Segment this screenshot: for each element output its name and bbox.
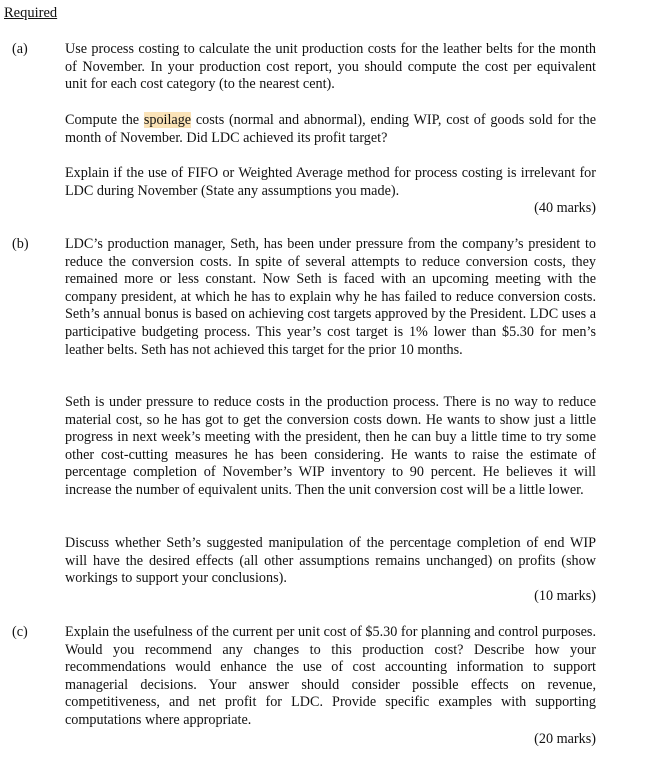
part-a-paragraph-3: Explain if the use of FIFO or Weighted Average method for process costing is irrelevant for LDC during November (State any assumptions you made). <box>65 165 596 199</box>
required-heading: Required <box>4 5 58 21</box>
part-b-label: (b) <box>12 236 29 252</box>
spoilage-highlight: spoilage <box>143 112 192 128</box>
part-b-paragraph-1: LDC’s production manager, Seth, has been under pressure from the company’s president to reduce the conversion costs. In spite of several attempts to reduce conversion costs, they remained more or less constant. Now Seth is faced with an upcoming meeting with the company president, at which he has to explain why he has failed to reduce conversion costs. Seth’s annual bonus is based on achieving cost targets approved by the President. LDC uses a participative budgeting process. This year’s cost target is 1% lower than $5.30 for men’s leather belts. Seth has not achieved this target for the prior 10 months. <box>65 236 596 358</box>
part-a-paragraph-2-start: Compute the <box>65 112 144 128</box>
part-b-marks: (10 marks) <box>534 588 596 604</box>
part-b-paragraph-3: Discuss whether Seth’s suggested manipulation of the percentage completion of end WIP will have the desired effects (all other assumptions remains unchanged) on profits (show workings to support your conclusions). <box>65 535 596 587</box>
part-a-marks: (40 marks) <box>534 200 596 216</box>
part-a-paragraph-2-end: costs (normal and abnormal), ending WIP, cost of goods sold for the month of November. Did LDC achieved its profit target? <box>65 112 596 146</box>
part-c-paragraph-1: Explain the usefulness of the current per unit cost of $5.30 for planning and control purposes. Would you recommend any changes to this production cost? Describe how your recommendations would enhance the use of cost accounting information to support managerial decisions. Your answer should consider possible effects on revenue, competitiveness, and net profit for LDC. Provide specific examples with supporting computations where appropriate. <box>65 624 596 728</box>
part-a-paragraph-2 <box>65 112 596 147</box>
part-b-paragraph-2: Seth is under pressure to reduce costs in the production process. There is no way to reduce material cost, so he has got to get the conversion costs down. He wants to show just a little progress in next week’s meeting with the president, then he can buy a little time to try some other cost-cutting measures he has been considering. He wants to raise the estimate of percentage completion of November’s WIP inventory to 90 percent. He believes it will increase the number of equivalent units. Then the unit conversion cost will be a little lower. <box>65 394 596 498</box>
part-c-label: (c) <box>12 624 28 640</box>
part-a-paragraph-1: Use process costing to calculate the unit production costs for the leather belts for the month of November. In your production cost report, you should compute the cost per equivalent unit for each cost category (to the nearest cent). <box>65 41 596 93</box>
part-c-marks: (20 marks) <box>534 731 596 747</box>
part-a-label: (a) <box>12 41 28 57</box>
